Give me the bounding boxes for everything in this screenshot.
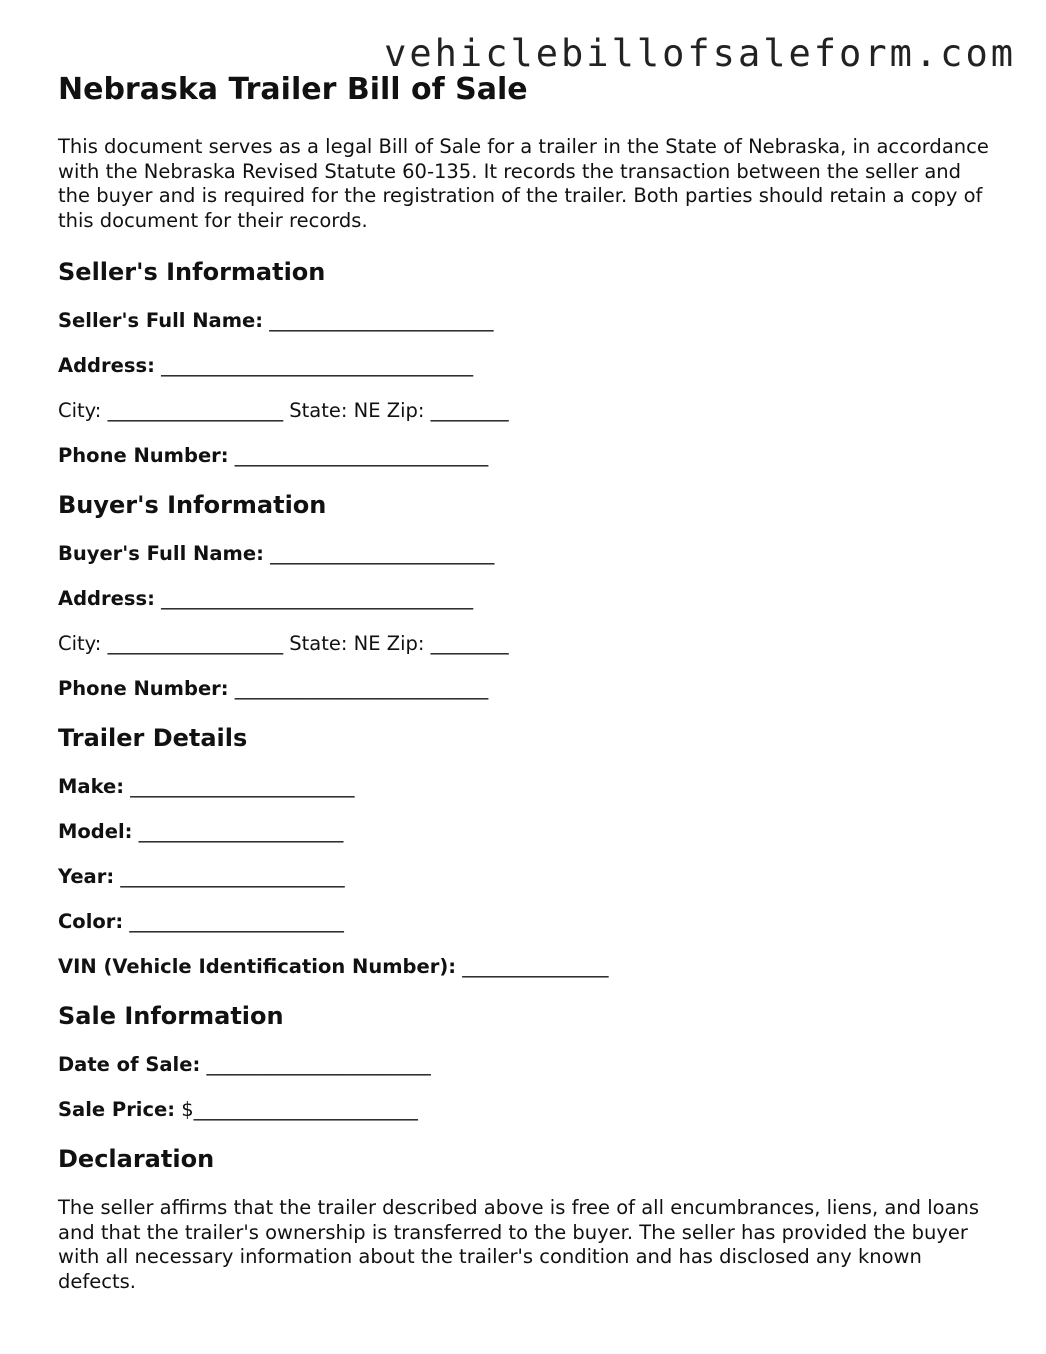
trailer-section-heading: Trailer Details	[58, 724, 248, 752]
buyer-address-blank[interactable]: ________________________________	[154, 587, 474, 610]
seller-full-name-field[interactable]	[58, 308, 998, 334]
trailer-make-blank[interactable]: _______________________	[124, 775, 355, 798]
seller-full-name-blank[interactable]: _______________________	[263, 309, 494, 332]
intro-paragraph: This document serves as a legal Bill of Sale for a trailer in the State of Nebraska, in accordance with the Nebraska Revised Statute 60-135. It records the transaction between the seller and the buyer and is required for the registration of the trailer. Both parties should retain a copy of this document for their records.	[58, 135, 989, 232]
sale-price-label: Sale Price:	[58, 1098, 176, 1121]
declaration-paragraph: The seller affirms that the trailer described above is free of all encumbrances, liens, and loans and that the trailer's ownership is transferred to the buyer. The seller has provided the buyer with all necessary information about the trailer's condition and has disclosed any known defects.	[58, 1196, 980, 1293]
sale-date-blank[interactable]: _______________________	[200, 1053, 431, 1076]
seller-address-label: Address:	[58, 354, 155, 377]
buyer-address-label: Address:	[58, 587, 155, 610]
trailer-make-field[interactable]	[58, 774, 998, 800]
buyer-phone-blank[interactable]: __________________________	[228, 677, 489, 700]
trailer-model-field[interactable]	[58, 819, 998, 845]
buyer-section-heading: Buyer's Information	[58, 491, 327, 519]
trailer-color-field[interactable]	[58, 909, 998, 935]
seller-phone-blank[interactable]: __________________________	[228, 444, 489, 467]
seller-full-name-label: Seller's Full Name:	[58, 309, 264, 332]
document-title: Nebraska Trailer Bill of Sale	[58, 72, 528, 107]
trailer-vin-blank[interactable]: _______________	[456, 955, 609, 978]
buyer-phone-field[interactable]	[58, 676, 998, 702]
trailer-model-blank[interactable]: _____________________	[132, 820, 344, 843]
sale-date-field[interactable]	[58, 1052, 998, 1078]
sale-date-label: Date of Sale:	[58, 1053, 201, 1076]
trailer-year-label: Year:	[58, 865, 115, 888]
seller-city-state-zip-field[interactable]: City: __________________ State: NE Zip: ________	[58, 399, 509, 422]
sale-section-heading: Sale Information	[58, 1002, 284, 1030]
buyer-city-state-zip-field[interactable]: City: __________________ State: NE Zip: ________	[58, 632, 509, 655]
buyer-full-name-field[interactable]	[58, 541, 998, 567]
watermark-site-name: vehiclebillofsaleform.com	[384, 32, 1016, 75]
buyer-full-name-label: Buyer's Full Name:	[58, 542, 264, 565]
seller-phone-field[interactable]	[58, 443, 998, 469]
seller-address-field[interactable]	[58, 353, 998, 379]
trailer-color-blank[interactable]: ______________________	[123, 910, 344, 933]
bill-of-sale-document	[58, 70, 998, 1294]
trailer-vin-field[interactable]	[58, 954, 998, 980]
sale-price-blank[interactable]: $_______________________	[175, 1098, 418, 1121]
trailer-model-label: Model:	[58, 820, 133, 843]
buyer-phone-label: Phone Number:	[58, 677, 229, 700]
seller-phone-label: Phone Number:	[58, 444, 229, 467]
trailer-make-label: Make:	[58, 775, 125, 798]
buyer-full-name-blank[interactable]: _______________________	[263, 542, 495, 565]
seller-address-blank[interactable]: ________________________________	[154, 354, 474, 377]
sale-price-field[interactable]	[58, 1097, 998, 1123]
trailer-year-field[interactable]	[58, 864, 998, 890]
trailer-color-label: Color:	[58, 910, 124, 933]
buyer-address-field[interactable]	[58, 586, 998, 612]
seller-section-heading: Seller's Information	[58, 258, 326, 286]
trailer-year-blank[interactable]: _______________________	[114, 865, 345, 888]
trailer-vin-label: VIN (Vehicle Identification Number):	[58, 955, 457, 978]
declaration-section-heading: Declaration	[58, 1145, 215, 1173]
